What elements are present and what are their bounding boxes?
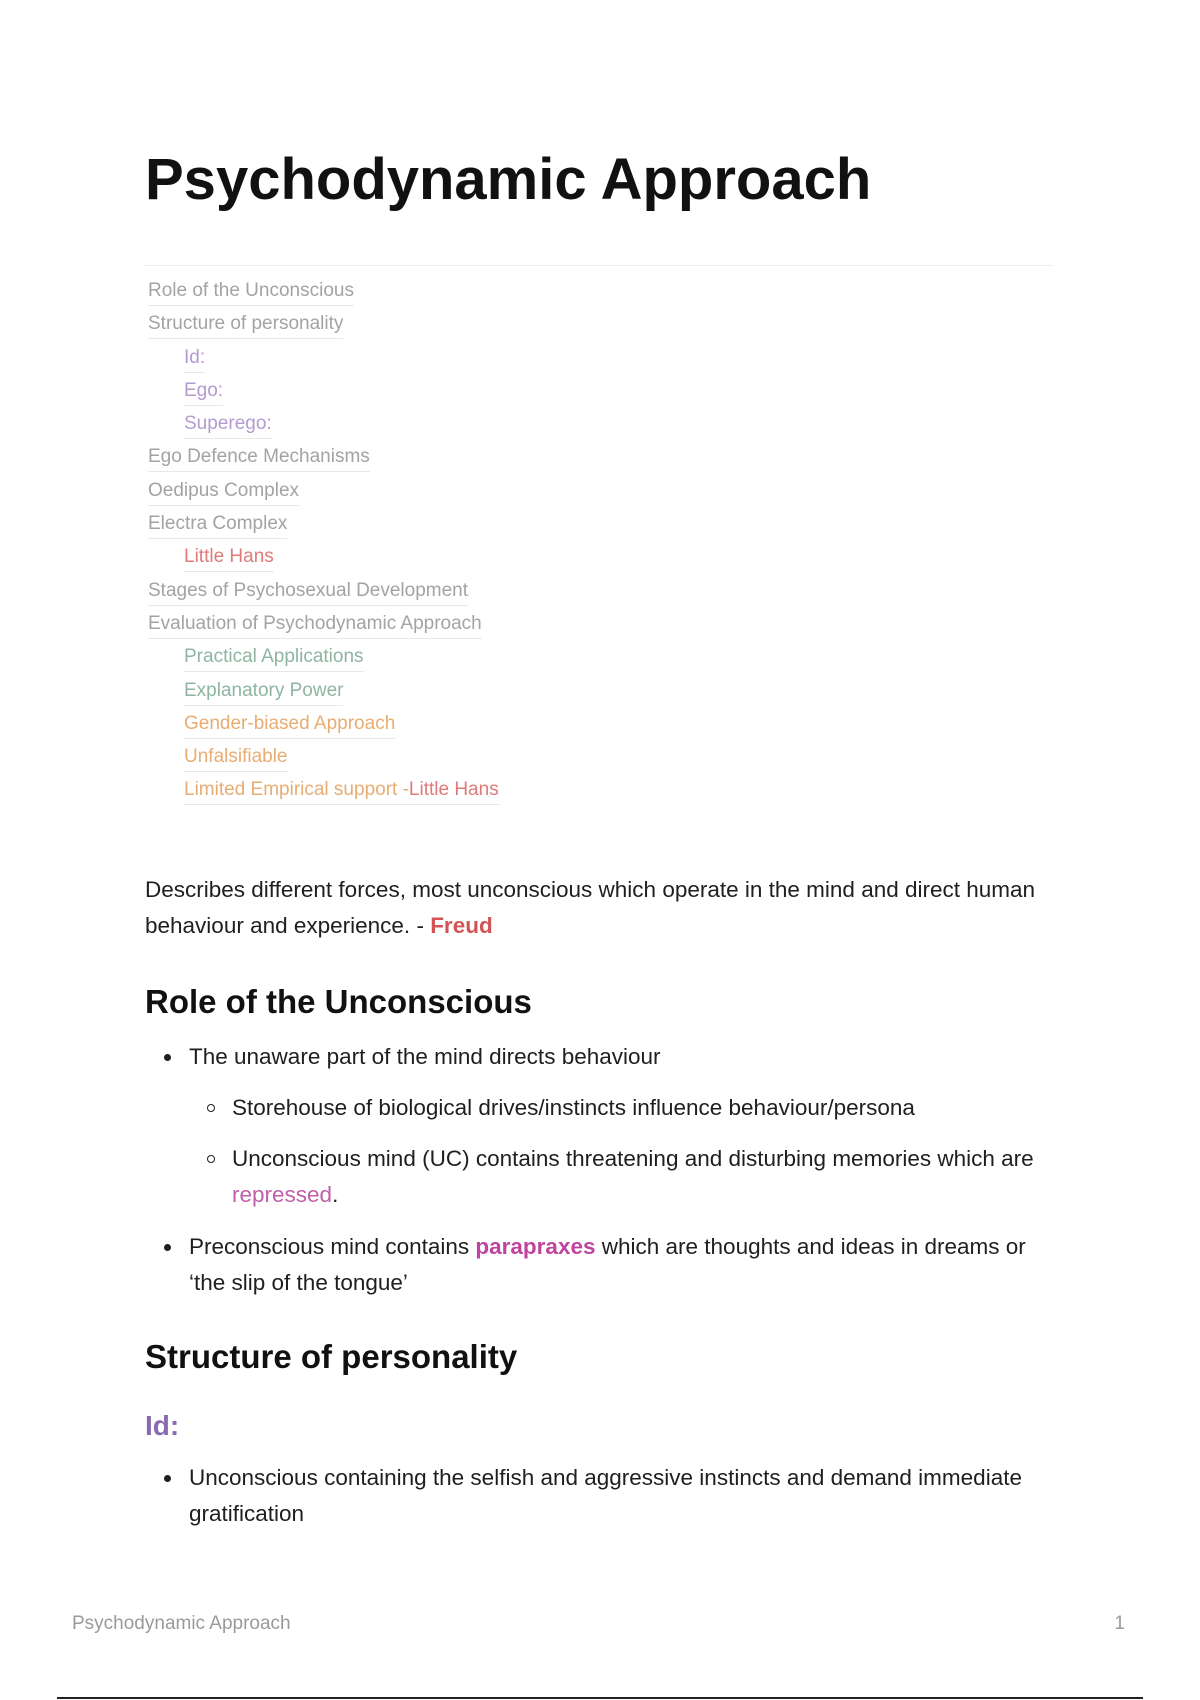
intro-text: Describes different forces, most unconscious which operate in the mind and direct human behaviour and experience. - (145, 877, 1036, 938)
list-item-text: Preconscious mind contains (189, 1234, 476, 1259)
page-title: Psychodynamic Approach (145, 147, 872, 212)
heading-id: Id: (145, 1410, 180, 1441)
list-item (189, 1039, 1049, 1075)
toc-item[interactable] (148, 511, 1048, 544)
toc-link[interactable]: Little Hans (184, 544, 274, 572)
list-item-text: Unconscious mind (UC) contains threatening and disturbing memories which are (232, 1146, 1034, 1171)
toc-link[interactable]: Electra Complex (148, 511, 287, 539)
toc-item[interactable] (148, 644, 1048, 677)
list-item-text: Unconscious containing the selfish and aggressive instincts and demand immediate gratification (189, 1465, 1022, 1526)
bullet-disc-icon (164, 1475, 171, 1482)
toc-item[interactable] (148, 378, 1048, 411)
list-item-text: which are thoughts and ideas in dreams or ‘the slip of the tongue’ (189, 1234, 1026, 1295)
list-item-text: . (332, 1182, 339, 1207)
page-number: 1 (1114, 1613, 1125, 1634)
toc-link[interactable]: Explanatory Power (184, 678, 343, 706)
toc-link[interactable]: Stages of Psychosexual Development (148, 578, 468, 606)
toc-item[interactable] (148, 744, 1048, 777)
toc-link[interactable]: Ego: (184, 378, 223, 406)
bullet-circle-icon (207, 1104, 215, 1112)
toc-link[interactable]: Role of the Unconscious (148, 278, 354, 306)
table-of-contents (148, 278, 1048, 811)
toc-item[interactable] (148, 311, 1048, 344)
toc-link-part: Limited Empirical support - (184, 779, 409, 801)
page-bottom-divider (57, 1697, 1143, 1699)
bullet-disc-icon (164, 1244, 171, 1251)
bullet-disc-icon (164, 1054, 171, 1061)
toc-link[interactable]: Unfalsifiable (184, 744, 288, 772)
toc-item[interactable] (148, 444, 1048, 477)
toc-link[interactable] (184, 777, 499, 805)
toc-item[interactable] (148, 678, 1048, 711)
toc-link[interactable]: Superego: (184, 411, 272, 439)
toc-item[interactable] (148, 777, 1048, 810)
list-item (232, 1090, 1062, 1126)
toc-link[interactable]: Gender-biased Approach (184, 711, 395, 739)
toc-item[interactable] (148, 345, 1048, 378)
toc-divider (145, 265, 1053, 266)
toc-item[interactable] (148, 711, 1048, 744)
list-item (232, 1141, 1062, 1213)
list-item-text: Storehouse of biological drives/instincts influence behaviour/persona (232, 1095, 915, 1120)
toc-link[interactable]: Practical Applications (184, 644, 364, 672)
list-item (189, 1460, 1029, 1532)
toc-link[interactable]: Ego Defence Mechanisms (148, 444, 370, 472)
toc-link[interactable]: Id: (184, 345, 205, 373)
toc-link[interactable]: Evaluation of Psychodynamic Approach (148, 611, 482, 639)
intro-paragraph (145, 872, 1060, 944)
list-item (189, 1229, 1029, 1301)
heading-structure-of-personality: Structure of personality (145, 1338, 518, 1375)
footer-title: Psychodynamic Approach (72, 1613, 291, 1634)
intro-author: Freud (430, 913, 493, 938)
toc-item[interactable] (148, 578, 1048, 611)
toc-item[interactable] (148, 544, 1048, 577)
bullet-circle-icon (207, 1155, 215, 1163)
keyword-repressed: repressed (232, 1182, 333, 1207)
heading-role-of-unconscious: Role of the Unconscious (145, 983, 532, 1020)
toc-item[interactable] (148, 278, 1048, 311)
toc-link[interactable]: Structure of personality (148, 311, 343, 339)
toc-item[interactable] (148, 611, 1048, 644)
keyword-parapraxes: parapraxes (475, 1234, 596, 1259)
toc-item[interactable] (148, 478, 1048, 511)
toc-link[interactable]: Oedipus Complex (148, 478, 299, 506)
toc-link-part: Little Hans (408, 779, 499, 801)
toc-item[interactable] (148, 411, 1048, 444)
list-item-text: The unaware part of the mind directs behaviour (189, 1044, 661, 1069)
